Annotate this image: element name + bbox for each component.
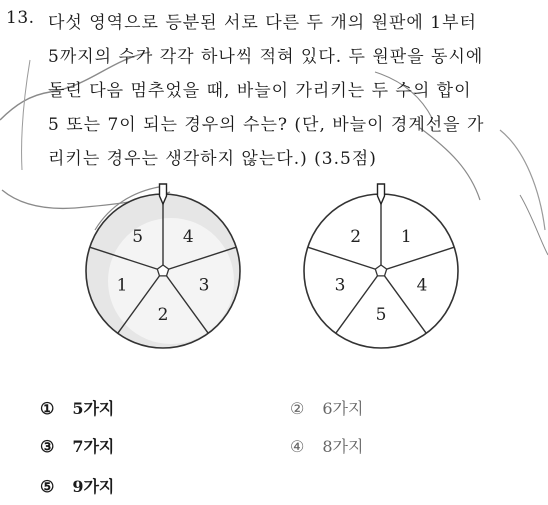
question-line-1: 다섯 영역으로 등분된 서로 다른 두 개의 원판에 1부터 xyxy=(48,13,477,33)
choice-2-text: 6가지 xyxy=(322,399,364,418)
choice-1-mark: ① xyxy=(40,399,55,418)
choice-2-mark: ② xyxy=(290,399,305,418)
sector-number: 2 xyxy=(350,227,362,248)
choice-2[interactable] xyxy=(290,396,363,419)
question-line-2: 5까지의 수가 각각 하나씩 적혀 있다. 두 원판을 동시에 xyxy=(48,47,484,67)
sector-number: 4 xyxy=(182,227,194,248)
question-line-3: 돌린 다음 멈추었을 때, 바늘이 가리키는 두 수의 합이 xyxy=(48,81,472,101)
sector-number: 5 xyxy=(375,305,387,326)
sector-number: 2 xyxy=(157,305,169,326)
sector-number: 1 xyxy=(400,227,412,248)
choice-4[interactable] xyxy=(290,434,363,457)
left-wheel xyxy=(86,184,240,348)
right-wheel xyxy=(304,184,458,348)
choice-1[interactable] xyxy=(40,396,114,419)
question-line-5: 리키는 경우는 생각하지 않는다.) (3.5점) xyxy=(48,149,377,169)
choice-3-text: 7가지 xyxy=(72,437,115,456)
question-line-4: 5 또는 7이 되는 경우의 수는? (단, 바늘이 경계선을 가 xyxy=(48,115,485,135)
sector-number: 3 xyxy=(334,275,346,296)
sector-number: 4 xyxy=(416,275,428,296)
choice-3[interactable] xyxy=(40,434,114,457)
choice-4-mark: ④ xyxy=(290,437,305,456)
sector-number: 1 xyxy=(116,275,128,296)
choice-5[interactable] xyxy=(40,474,114,497)
sector-number: 3 xyxy=(198,275,210,296)
choice-5-text: 9가지 xyxy=(72,477,115,496)
question-number: 13. xyxy=(6,8,35,28)
choice-5-mark: ⑤ xyxy=(40,477,55,496)
choice-3-mark: ③ xyxy=(40,437,55,456)
sector-number: 5 xyxy=(132,227,144,248)
choice-4-text: 8가지 xyxy=(322,437,364,456)
choice-1-text: 5가지 xyxy=(72,399,115,418)
